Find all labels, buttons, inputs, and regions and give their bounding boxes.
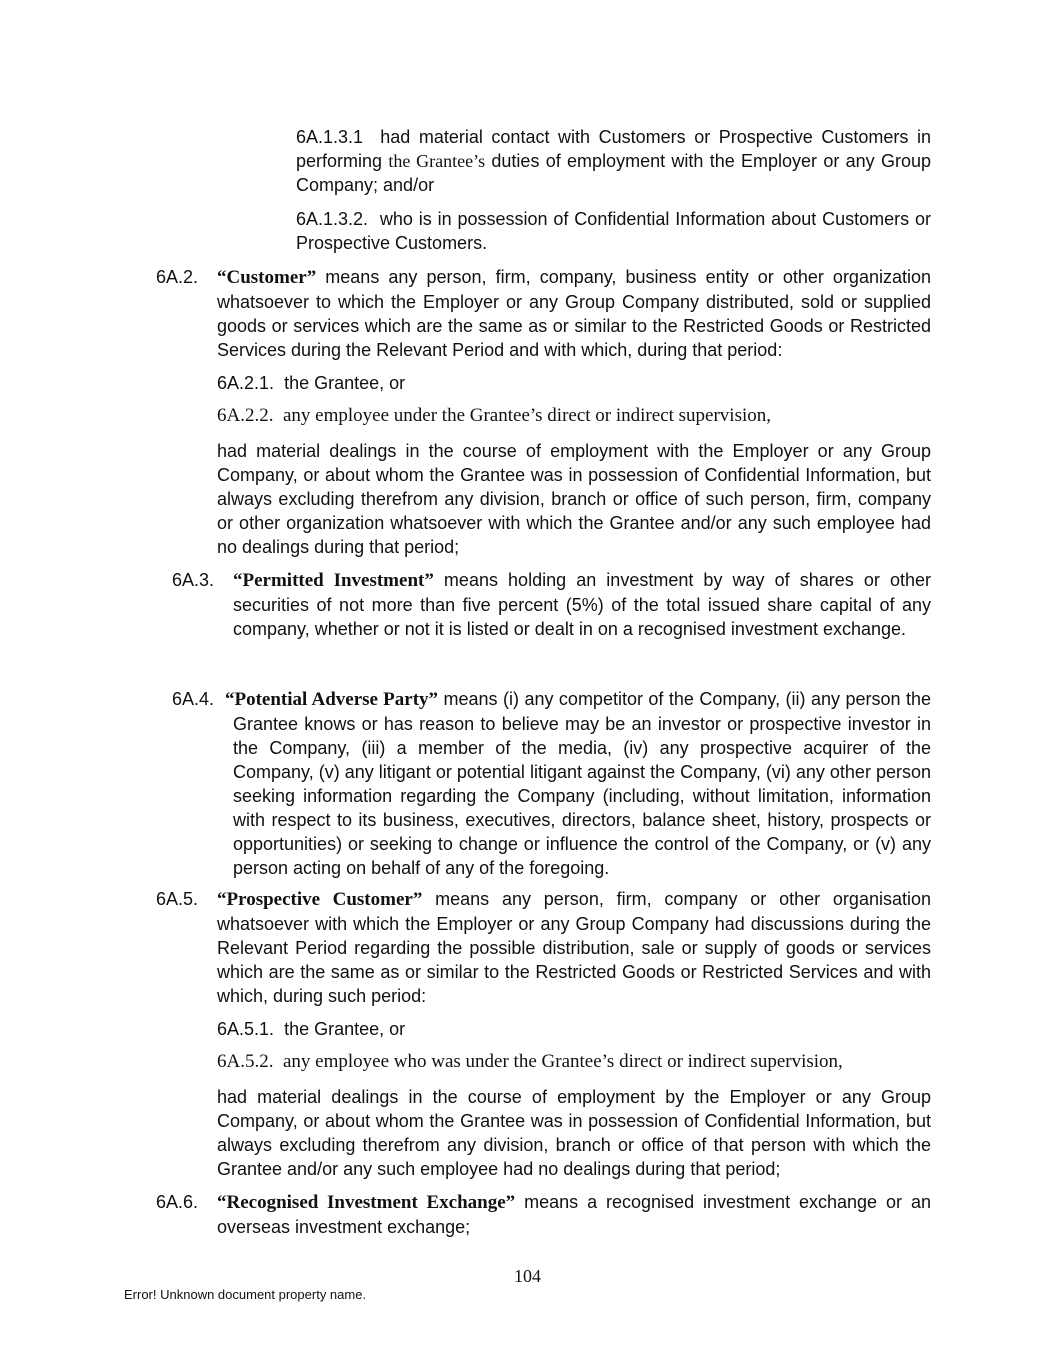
defined-term: “Permitted Investment” xyxy=(233,570,434,591)
clause-number: 6A.1.3.2. xyxy=(296,209,369,229)
clause-6a-1-3-2 xyxy=(296,207,931,255)
clause-6a-2 xyxy=(217,265,931,362)
clause-text: means a recognised investment exchange or an overseas investment exchange; xyxy=(217,1192,931,1237)
clause-text: means (i) any competitor of the Company, (ii) any person the Grantee knows or has reason to believe may be an investor or prospective investor in the Company, (iii) a member of the media, (iv) any prospective acquirer of the Company, (v) any litigant or potential litigant against the Company, (vi) any other person seeking information regarding the Company (including, without limitation, information with respect to its business, executives, directors, balance sheet, history, prospects or opportunities) or seeking to change or influence the control of the Company, or (v) any person acting on behalf of any of the foregoing. xyxy=(233,689,931,878)
clause-text: means any person, firm, company, business entity or other organization whatsoever to which the Employer or any Group Company distributed, sold or supplied goods or services which are the same as or similar to the Restricted Goods or Restricted Services during the Relevant Period and with which, during that period: xyxy=(217,267,931,360)
clause-6a-2-2 xyxy=(217,404,931,428)
clause-6a-1-3-1 xyxy=(296,125,931,197)
clause-text-serif: the Grantee’s xyxy=(388,151,486,171)
defined-term: “Potential Adverse Party” xyxy=(225,689,439,710)
clause-text: the Grantee, or xyxy=(284,1019,406,1039)
clause-text: the Grantee, or xyxy=(284,373,406,393)
clause-text: duties of employment with the Employer or any Group Company; and/or xyxy=(296,151,931,195)
clause-text: had material contact with Customers or Prospective Customers in performing xyxy=(296,127,931,171)
clause-number-6a-4: 6A.4. xyxy=(172,689,215,709)
page-number: 104 xyxy=(514,1266,541,1286)
defined-term: “Recognised Investment Exchange” xyxy=(217,1192,516,1213)
clause-number-6a-3: 6A.3. xyxy=(172,570,215,590)
clause-6a-5-1 xyxy=(217,1017,931,1041)
clause-number-6a-6: 6A.6. xyxy=(156,1192,199,1212)
footer-text: Error! Unknown document property name. xyxy=(124,1287,367,1302)
clause-text: any employee who was under the Grantee’s direct or indirect supervision, xyxy=(282,1051,843,1072)
defined-term: “Customer” xyxy=(217,267,317,288)
clause-text: means any person, firm, company or other organisation whatsoever with which the Employer or any Group Company had discussions during the Relevant Period regarding the possible distribution, sale or supply of goods or services which are the same as or similar to the Restricted Goods or Restricted Services and with which, during such period: xyxy=(217,889,931,1006)
clause-number: 6A.2.2. xyxy=(217,405,274,426)
clause-6a-5-2 xyxy=(217,1050,931,1074)
clause-6a-3 xyxy=(233,568,931,641)
clause-6a-2-1 xyxy=(217,371,931,395)
clause-text: means holding an investment by way of shares or other securities of not more than five percent (5%) of the total issued share capital of any company, whether or not it is listed or dealt in on a recognised investment exchange. xyxy=(233,570,931,639)
clause-6a-5 xyxy=(217,887,931,1008)
clause-number: 6A.5.2. xyxy=(217,1051,274,1072)
clause-number: 6A.1.3.1 xyxy=(296,127,364,147)
defined-term: “Prospective Customer” xyxy=(217,889,423,910)
clause-number-6a-5: 6A.5. xyxy=(156,889,199,909)
clause-text: any employee under the Grantee’s direct or indirect supervision, xyxy=(282,405,772,426)
clause-6a-2-continuation: had material dealings in the course of employment with the Employer or any Group Company, or about whom the Grantee was in possession of Confidential Information, but always excluding therefrom any division, branch or office of such person, firm, company or other organization whatsoever with which the Grantee and/or any such employee had no dealings during that period; xyxy=(217,441,931,557)
clause-6a-4 xyxy=(225,687,931,880)
clause-number: 6A.5.1. xyxy=(217,1019,275,1039)
clause-number: 6A.2.1. xyxy=(217,373,275,393)
clause-text: who is in possession of Confidential Information about Customers or Prospective Customers. xyxy=(296,209,931,253)
clause-6a-5-continuation: had material dealings in the course of employment by the Employer or any Group Company, or about whom the Grantee was in possession of Confidential Information, but always excluding therefrom any division, branch or office of that person with which the Grantee and/or any such employee had no dealings during that period; xyxy=(217,1087,931,1179)
clause-6a-6 xyxy=(217,1190,931,1239)
clause-number-6a-2: 6A.2. xyxy=(156,267,199,287)
